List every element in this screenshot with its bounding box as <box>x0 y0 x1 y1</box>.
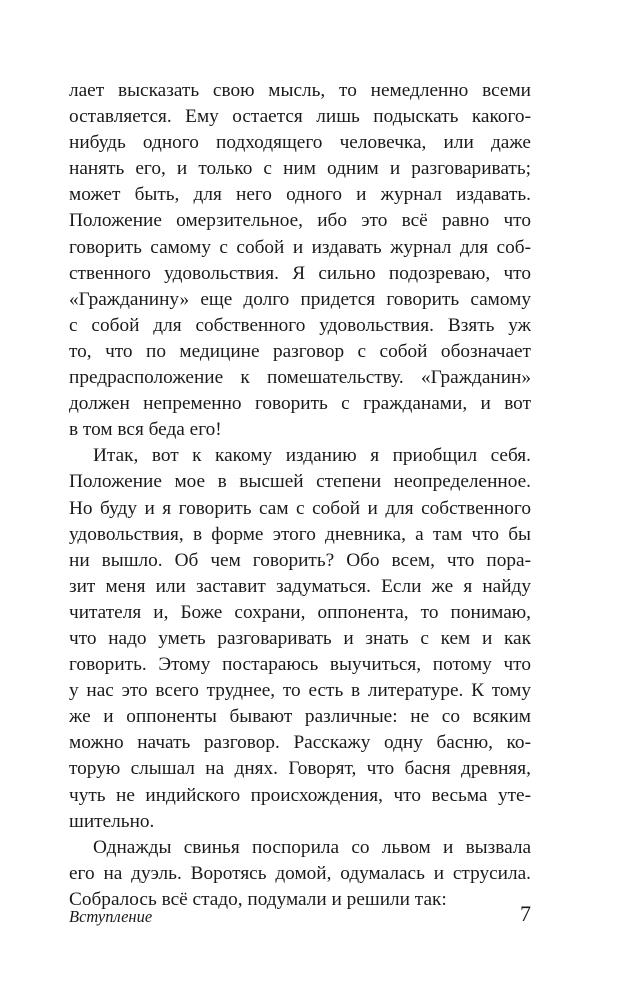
text-line: Но буду и я говорить сам с собой и для собственного <box>69 497 531 519</box>
text-line: должен непременно говорить с гражданами, и вот <box>69 393 531 415</box>
body-text <box>69 78 531 913</box>
text-line: с собой для собственного удовольствия. Взять уж <box>69 314 531 336</box>
text-line: зит меня или заставит задуматься. Если же я найду <box>69 575 531 597</box>
text-line: читателя и, Боже сохрани, оппонента, то понимаю, <box>69 601 531 623</box>
text-line: говорить. Этому постараюсь выучиться, потому что <box>69 654 531 676</box>
text-line: нибудь одного подходящего человечка, или даже <box>69 132 531 154</box>
text-line: Собралось всё стадо, подумали и решили так: <box>69 888 447 910</box>
text-line: «Гражданину» еще долго придется говорить самому <box>69 288 531 310</box>
paragraph-first-line: Однажды свинья поспорила со львом и вызвала <box>93 836 531 858</box>
text-line: то, что по медицине разговор с собой обозначает <box>69 340 531 362</box>
text-line: у нас это всего труднее, то есть в литературе. К тому <box>69 680 531 702</box>
text-line: можно начать разговор. Расскажу одну басню, ко- <box>69 732 531 754</box>
text-line: нанять его, и только с ним одним и разговаривать; <box>69 158 531 180</box>
text-line: что надо уметь разговаривать и знать с кем и как <box>69 627 531 649</box>
text-line: удовольствия, в форме этого дневника, а там что бы <box>69 523 531 545</box>
text-line: чуть не индийского происхождения, что весьма уте- <box>69 784 531 806</box>
running-footer-section-title: Вступление <box>69 907 153 926</box>
text-line: в том вся беда его! <box>69 419 222 441</box>
paragraph-first-line: Итак, вот к какому изданию я приобщил себя. <box>93 445 531 467</box>
text-line: Положение омерзительное, ибо это всё равно что <box>69 210 531 232</box>
text-line: говорить самому с собой и издавать журнал для соб- <box>69 236 531 258</box>
text-line: оставляется. Ему остается лишь подыскать какого- <box>69 106 531 128</box>
page-number: 7 <box>520 901 531 926</box>
text-line: его на дуэль. Воротясь домой, одумалась и струсила. <box>69 862 531 884</box>
text-line: же и оппоненты бывают различные: не со всяким <box>69 706 531 728</box>
text-line: шительно. <box>69 810 155 832</box>
text-line: лает высказать свою мысль, то немедленно всеми <box>69 80 531 101</box>
text-line: может быть, для него одного и журнал издавать. <box>69 184 531 206</box>
text-line: торую слышал на днях. Говорят, что басня древняя, <box>69 758 531 780</box>
text-line: ственного удовольствия. Я сильно подозреваю, что <box>69 262 531 284</box>
text-line: ни вышло. Об чем говорить? Обо всем, что пора- <box>69 549 531 571</box>
text-line: предрасположение к помешательству. «Гражданин» <box>69 367 531 389</box>
text-line: Положение мое в высшей степени неопределенное. <box>69 471 531 493</box>
